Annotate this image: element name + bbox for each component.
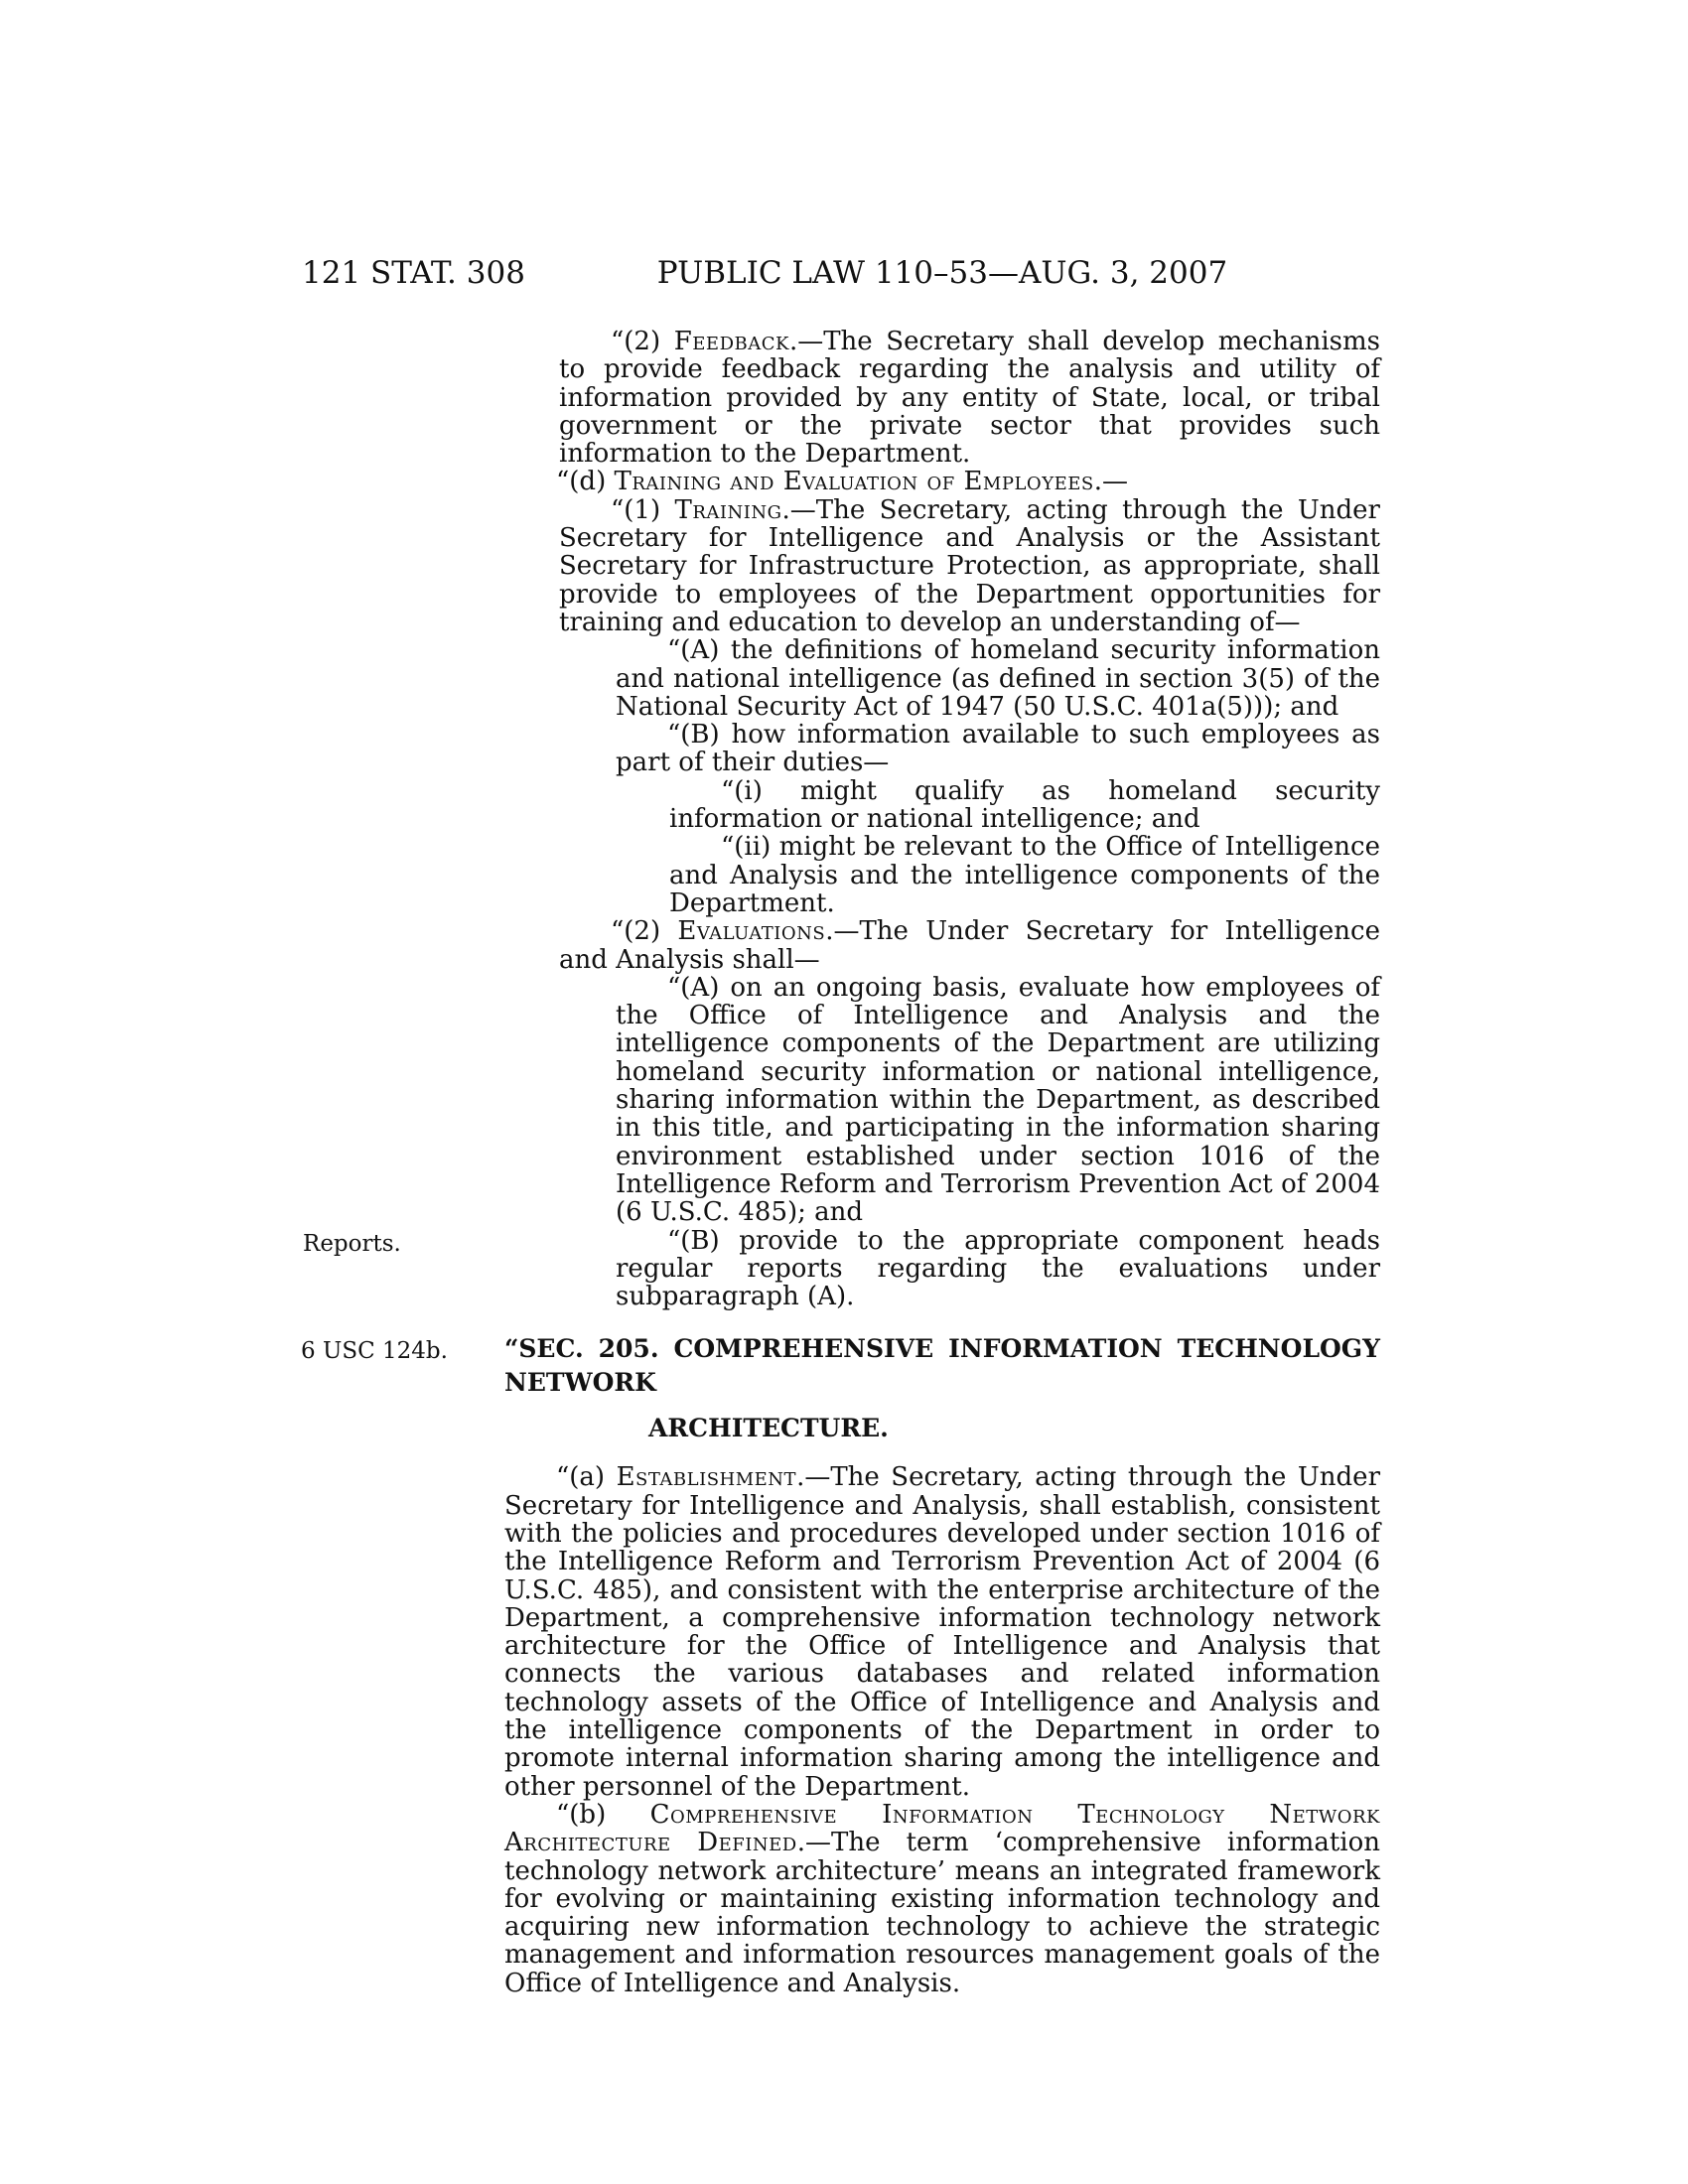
statute-paragraph: [669, 777, 1380, 834]
statute-text: “(B) provide to the appropriate component heads regular reports regarding the evaluations under subparagraph (A).: [616, 1225, 1380, 1312]
statute-text: .—The Secretary, acting through the Under Secretary for Intelligence and Analysis, shall establish, consistent with the policies and procedures developed under section 1016 of the Intelligence Reform and Terrorism Prevention Act of 2004 (6 U.S.C. 485), and consistent with the enterprise architecture of the Department, a comprehensive information technology network architecture for the Office of Intelligence and Analysis that connects the various databases and related information technology assets of the Office of Intelligence and Analysis and the intelligence components of the Department in order to promote internal information sharing among the intelligence and other personnel of the Department.: [504, 1462, 1380, 1802]
statute-paragraph: [504, 468, 1380, 495]
running-head-law-title: PUBLIC LAW 110–53—AUG. 3, 2007: [656, 255, 1228, 291]
section-205-heading-line1: “SEC. 205. COMPREHENSIVE INFORMATION TECHNOLOGY NETWORK: [504, 1334, 1380, 1398]
margin-note: 6 USC 124b.: [301, 1338, 448, 1365]
small-caps-term: Establishment: [616, 1462, 797, 1493]
small-caps-term: Feedback: [673, 327, 789, 356]
margin-note: Reports.: [303, 1230, 401, 1257]
statute-text: “(i) might qualify as homeland security information or national intelligence; and: [669, 775, 1380, 835]
statute-text: .—The Secretary shall develop mechanisms to provide feedback regarding the analysis and utility of information provided by any entity of State, local, or tribal government or the private sector that provides such information to the Department.: [559, 327, 1381, 470]
statute-text: .—The term ‘comprehensive information technology network architecture’ means an integrated framework for evolving or maintaining existing information technology and acquiring new information technology to achieve the strategic management and information resources management goals of the Office of Intelligence and Analysis.: [504, 1828, 1380, 1998]
small-caps-term: Training and Evaluation of Employees: [614, 467, 1094, 497]
statute-text: “(d): [556, 467, 615, 497]
sec-205-block: [504, 1463, 1380, 1997]
section-205-heading: [301, 1332, 1380, 1445]
statute-paragraph: [504, 1463, 1380, 1801]
statute-paragraph: [559, 917, 1380, 974]
amendment-block: [303, 327, 1381, 1312]
statute-paragraph: [616, 974, 1380, 1227]
statute-text-column: [301, 327, 1381, 1998]
statute-paragraph: [303, 1225, 1380, 1312]
statute-paragraph: [504, 1801, 1380, 1997]
statute-text: “(b): [556, 1799, 650, 1830]
small-caps-term: Comprehensive Information Technology Network Architecture Defined: [504, 1799, 1380, 1858]
statute-paragraph: [616, 721, 1380, 777]
page-number-stat-label: 121 STAT. 308: [302, 255, 525, 291]
small-caps-term: Evaluations: [677, 916, 826, 947]
statute-paragraph: [559, 496, 1380, 636]
statute-paragraph: [616, 636, 1380, 721]
statute-text: “(ii) might be relevant to the Office of Intelligence and Analysis and the intelligence components of the Department.: [669, 832, 1380, 918]
section-205-heading-line2: ARCHITECTURE.: [648, 1414, 889, 1443]
small-caps-term: Training: [674, 494, 782, 525]
statute-paragraph: [669, 833, 1380, 917]
statute-paragraph: [559, 328, 1380, 468]
statute-text: “(a): [556, 1462, 617, 1493]
statute-text: .—The Under Secretary for Intelligence and Analysis shall—: [559, 916, 1380, 975]
statute-text: “(A) the definitions of homeland security information and national intelligence (as defined in section 3(5) of the National Security Act of 1947 (50 U.S.C. 401a(5))); and: [616, 635, 1380, 722]
statute-text: .—: [1093, 467, 1128, 497]
statute-text: “(B) how information available to such employees as part of their duties—: [616, 720, 1380, 778]
statute-text: .—The Secretary, acting through the Under Secretary for Intelligence and Analysis or the Assistant Secretary for Infrastructure Protection, as appropriate, shall provide to employees of the Department opportunities for training and education to develop an understanding of—: [559, 494, 1380, 637]
statute-text: “(2): [611, 916, 678, 947]
statute-text: “(2): [611, 327, 674, 356]
statute-text: “(1): [611, 494, 675, 525]
statute-text: “(A) on an ongoing basis, evaluate how employees of the Office of Intelligence and Analysis and the intelligence components of the Department are utilizing homeland security information or national intelligence, sharing information within the Department, as described in this title, and participating in the information sharing environment established under section 1016 of the Intelligence Reform and Terrorism Prevention Act of 2004 (6 U.S.C. 485); and: [616, 972, 1380, 1228]
